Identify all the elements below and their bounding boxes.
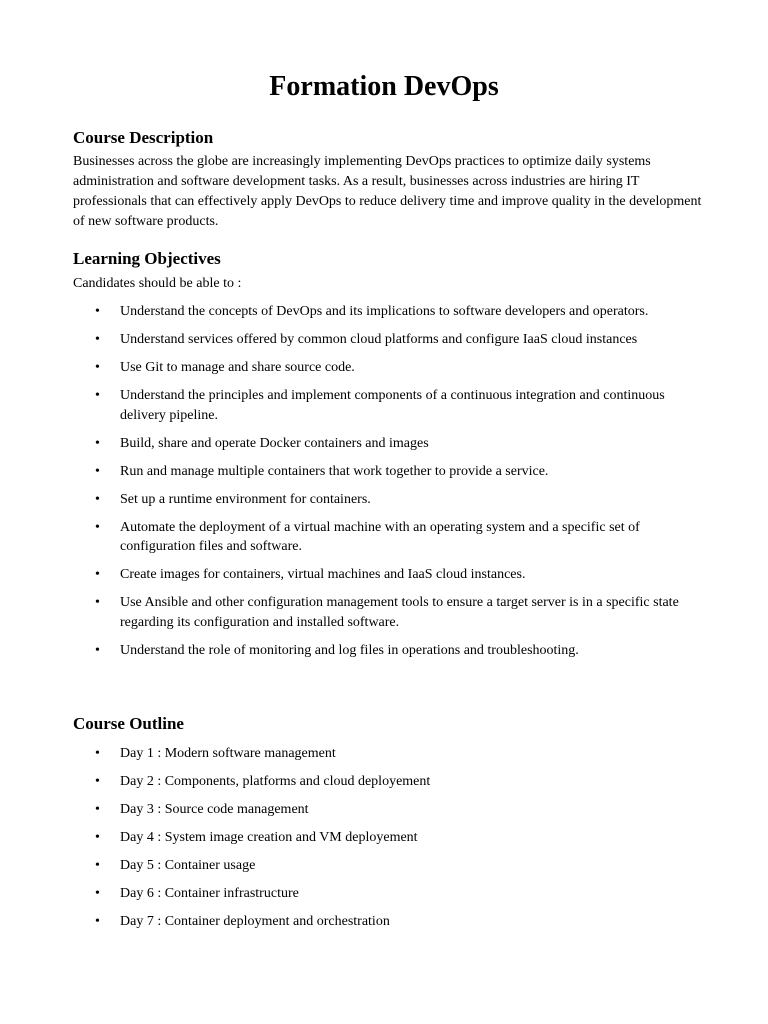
bullet-icon: • [95,332,100,347]
list-item [73,358,713,378]
list-item-text: Understand the principles and implement components of a continuous integration and continuous delivery pipeline. [120,388,665,423]
list-item-text: Day 4 : System image creation and VM deployement [120,830,418,845]
bullet-icon: • [95,360,100,375]
bullet-icon: • [95,746,100,761]
bullet-icon: • [95,491,100,507]
bullet-icon: • [95,519,100,535]
course-outline-list [73,744,713,940]
learning-objectives-intro: Candidates should be able to : [73,276,242,291]
list-item-text: Understand the role of monitoring and log files in operations and troubleshooting. [120,642,579,658]
learning-objectives-heading: Learning Objectives [73,249,221,268]
list-item [73,856,713,876]
list-item-text: Understand services offered by common cloud platforms and configure IaaS cloud instances [120,332,638,347]
list-item-text: Set up a runtime environment for containers. [120,491,371,507]
list-item [73,302,713,322]
bullet-icon: • [95,642,100,658]
list-item [73,828,713,848]
bullet-icon: • [95,388,100,403]
course-description-text: Businesses across the globe are increasingly implementing DevOps practices to optimize daily systems administration and software development tasks. As a result, businesses across industries are hiring IT professionals that can effectively apply DevOps to reduce delivery time and improve quality in the development of new software products. [73,154,702,229]
list-item [73,330,713,350]
list-item [73,912,713,932]
list-item-text: Create images for containers, virtual machines and IaaS cloud instances. [120,567,526,582]
list-item [73,593,713,632]
bullet-icon: • [95,463,100,479]
bullet-icon: • [95,858,100,873]
document-title: Formation DevOps [269,71,499,102]
bullet-icon: • [95,774,100,789]
bullet-icon: • [95,914,100,929]
list-item-text: Day 3 : Source code management [120,802,309,817]
list-item [73,386,713,425]
list-item [73,518,713,557]
bullet-icon: • [95,567,100,582]
list-item [73,641,713,661]
list-item-text: Day 2 : Components, platforms and cloud deployement [120,774,431,789]
list-item [73,462,713,482]
list-item-text: Day 6 : Container infrastructure [120,886,299,901]
list-item-text: Day 5 : Container usage [120,858,256,873]
list-item [73,744,713,764]
bullet-icon: • [95,304,100,319]
course-description-heading: Course Description [73,128,214,147]
list-item [73,800,713,820]
list-item-text: Build, share and operate Docker containers and images [120,435,429,451]
learning-objectives-list [73,302,713,669]
list-item-text: Understand the concepts of DevOps and its implications to software developers and operators. [120,304,649,319]
list-item-text: Use Git to manage and share source code. [120,360,355,375]
list-item-text: Automate the deployment of a virtual machine with an operating system and a specific set of configuration files and software. [120,519,640,554]
bullet-icon: • [95,595,100,610]
list-item-text: Run and manage multiple containers that work together to provide a service. [120,463,549,479]
list-item [73,434,713,454]
list-item [73,565,713,585]
list-item [73,490,713,510]
list-item-text: Use Ansible and other configuration management tools to ensure a target server is in a specific state regarding its configuration and installed software. [120,595,679,630]
list-item [73,772,713,792]
list-item [73,884,713,904]
bullet-icon: • [95,435,100,451]
list-item-text: Day 7 : Container deployment and orchestration [120,914,390,929]
bullet-icon: • [95,802,100,817]
course-outline-heading: Course Outline [73,714,184,733]
list-item-text: Day 1 : Modern software management [120,746,336,761]
bullet-icon: • [95,830,100,845]
bullet-icon: • [95,886,100,901]
